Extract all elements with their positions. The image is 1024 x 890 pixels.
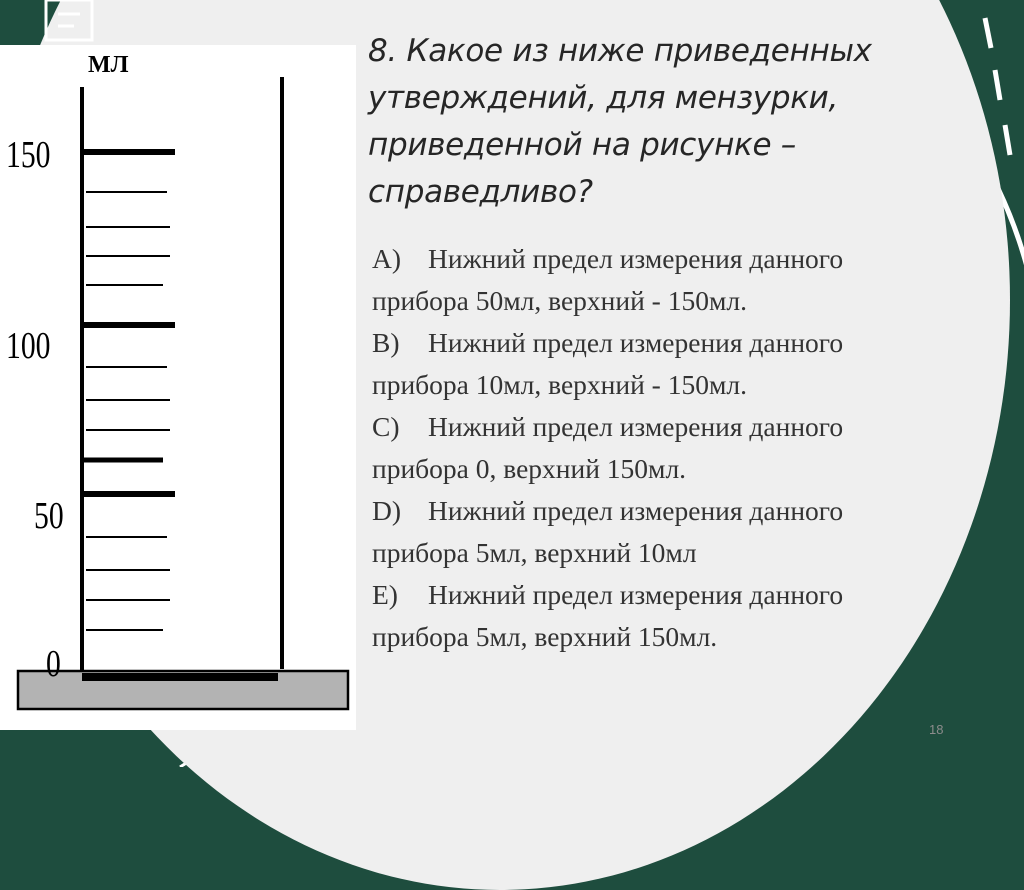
option-letter: E) [372, 579, 398, 610]
option-line1: Нижний предел измерения данного [428, 495, 844, 526]
option-c [372, 406, 962, 490]
page-number: 18 [929, 722, 944, 737]
option-letter: D) [372, 495, 402, 526]
option-line1: Нижний предел измерения данного [428, 411, 844, 442]
corner-logo-icon [38, 0, 100, 44]
option-letter: A) [372, 243, 402, 274]
question-text: 8. Какое из ниже приведенных утверждений, для мензурки, приведенной на рисунке – справедливо? [368, 33, 872, 210]
option-d [372, 490, 962, 574]
scale-label-50: 50 [34, 495, 64, 537]
option-line1: Нижний предел измерения данного [428, 579, 844, 610]
measuring-cylinder-figure [0, 45, 356, 730]
option-line2: прибора 5мл, верхний 150мл. [372, 621, 718, 652]
option-a [372, 238, 962, 322]
option-line1: Нижний предел измерения данного [428, 243, 844, 274]
scale-label-150: 150 [6, 134, 51, 176]
option-b [372, 322, 962, 406]
option-line2: прибора 5мл, верхний 10мл [372, 537, 697, 568]
option-letter: C) [372, 411, 400, 442]
scale-label-0: 0 [46, 643, 61, 685]
option-e [372, 574, 962, 658]
cylinder-drawing [0, 45, 356, 730]
option-line2: прибора 50мл, верхний - 150мл. [372, 285, 747, 316]
answer-options [372, 238, 962, 658]
option-line2: прибора 10мл, верхний - 150мл. [372, 369, 747, 400]
option-letter: B) [372, 327, 400, 358]
unit-label: МЛ [88, 52, 129, 78]
scale-label-100: 100 [6, 325, 51, 367]
option-line2: прибора 0, верхний 150мл. [372, 453, 687, 484]
option-line1: Нижний предел измерения данного [428, 327, 844, 358]
